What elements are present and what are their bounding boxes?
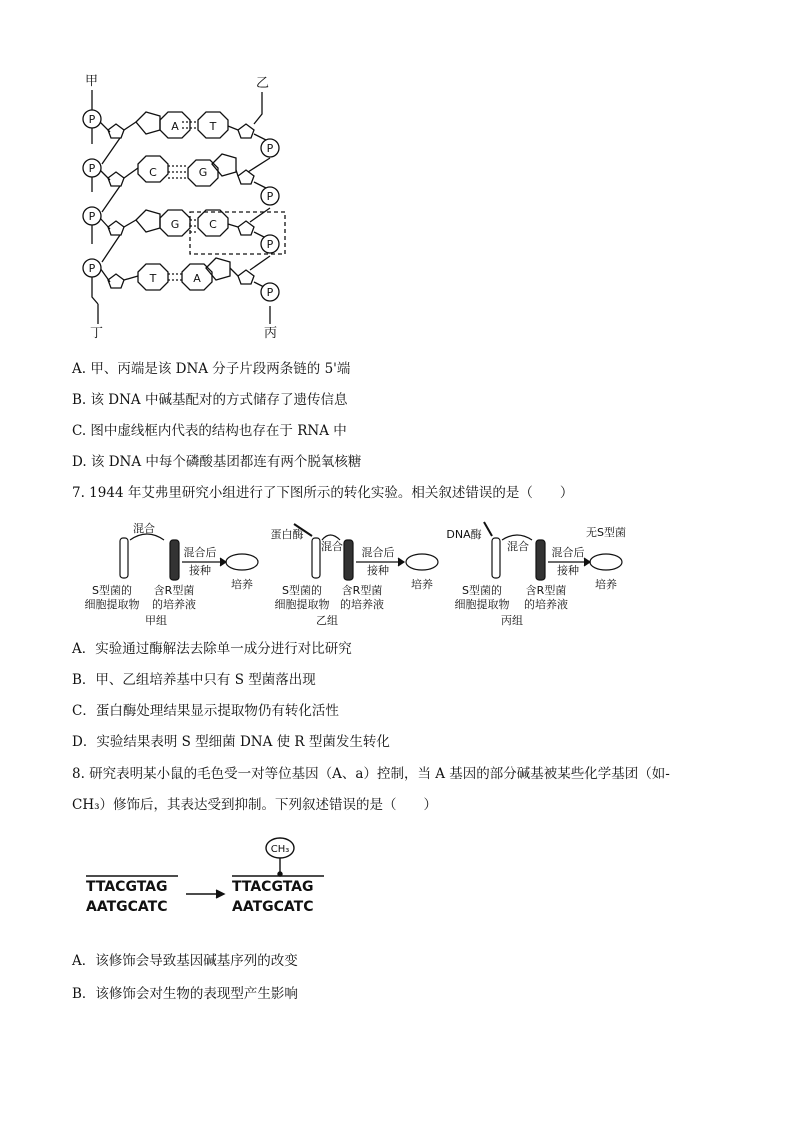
label-group-yi: 乙组: [316, 614, 338, 627]
methyl-group-label: CH₃: [270, 844, 290, 855]
base-label: A: [193, 272, 201, 285]
q8-option-a[interactable]: A．该修饰会导致基因碱基序列的改变: [72, 953, 298, 969]
label-group-jia: 甲组: [145, 614, 167, 627]
label-s-extract: 细胞提取物: [454, 598, 510, 611]
label-s-extract: S型菌的: [92, 584, 132, 597]
q6-option-d[interactable]: D. 该 DNA 中每个磷酸基团都连有两个脱氧核糖: [72, 454, 362, 470]
base-label: T: [149, 272, 157, 285]
q6-option-b[interactable]: B. 该 DNA 中碱基配对的方式储存了遗传信息: [72, 392, 348, 408]
label-s-extract: S型菌的: [282, 584, 322, 597]
base-label: G: [170, 218, 180, 231]
label-inoculate: 接种: [557, 564, 579, 577]
end-label-jia: 甲: [85, 74, 99, 89]
label-mix: 混合: [321, 540, 343, 553]
label-after-mix: 混合后: [183, 546, 217, 559]
label-r-medium: 的培养液: [524, 598, 568, 611]
label-group-bing: 丙组: [501, 614, 523, 627]
label-protease: 蛋白酶: [270, 528, 304, 541]
label-r-medium: 含R型菌: [525, 584, 567, 597]
phosphate-label: P: [88, 262, 96, 275]
label-culture: 培养: [595, 578, 617, 591]
q7-option-b[interactable]: B．甲、乙组培养基中只有 S 型菌落出现: [72, 672, 316, 688]
label-r-medium: 含R型菌: [153, 584, 195, 597]
bottom-sequence-modified: AATGCATC: [232, 899, 314, 915]
end-label-yi: 乙: [256, 76, 270, 91]
methylation-diagram: [82, 830, 342, 920]
base-label: G: [198, 166, 208, 179]
end-label-ding: 丁: [90, 326, 104, 341]
q7-option-c[interactable]: C．蛋白酶处理结果显示提取物仍有转化活性: [72, 703, 339, 719]
bottom-sequence: AATGCATC: [86, 899, 168, 915]
transformation-experiment-diagram: [72, 518, 652, 630]
label-r-medium: 的培养液: [340, 598, 384, 611]
phosphate-label: P: [266, 286, 274, 299]
q6-option-a[interactable]: A. 甲、丙端是该 DNA 分子片段两条链的 5'端: [72, 361, 351, 377]
phosphate-label: P: [266, 190, 274, 203]
q7-stem: 7. 1944 年艾弗里研究小组进行了下图所示的转化实验。相关叙述错误的是（ ）: [72, 485, 574, 501]
phosphate-label: P: [88, 162, 96, 175]
label-s-extract: 细胞提取物: [274, 598, 330, 611]
base-label: T: [209, 120, 217, 133]
label-r-medium: 含R型菌: [341, 584, 383, 597]
label-inoculate: 接种: [189, 564, 211, 577]
phosphate-label: P: [266, 238, 274, 251]
end-label-bing: 丙: [264, 326, 278, 341]
label-mix: 混合: [507, 540, 529, 553]
label-s-extract: 细胞提取物: [84, 598, 140, 611]
phosphate-label: P: [266, 142, 274, 155]
label-r-medium: 的培养液: [152, 598, 196, 611]
label-no-s: 无S型菌: [586, 526, 626, 539]
label-after-mix: 混合后: [551, 546, 585, 559]
phosphate-label: P: [88, 113, 96, 126]
base-label: C: [209, 218, 217, 231]
top-sequence-modified: TTACGTAG: [232, 879, 314, 895]
q8-stem-line1: 8. 研究表明某小鼠的毛色受一对等位基因（A、a）控制，当 A 基因的部分碱基被某些化学基团（如-: [72, 766, 670, 782]
label-inoculate: 接种: [367, 564, 389, 577]
label-after-mix: 混合后: [361, 546, 395, 559]
dna-structure-diagram: [70, 72, 300, 342]
q8-stem-line2: CH₃）修饰后，其表达受到抑制。下列叙述错误的是（ ）: [72, 797, 438, 813]
q7-option-d[interactable]: D．实验结果表明 S 型细菌 DNA 使 R 型菌发生转化: [72, 734, 390, 750]
label-s-extract: S型菌的: [462, 584, 502, 597]
label-mix: 混合: [133, 522, 155, 535]
q7-option-a[interactable]: A．实验通过酶解法去除单一成分进行对比研究: [72, 641, 352, 657]
top-sequence: TTACGTAG: [86, 879, 168, 895]
phosphate-label: P: [88, 210, 96, 223]
label-culture: 培养: [231, 578, 253, 591]
base-label: C: [149, 166, 157, 179]
label-dnase: DNA酶: [446, 528, 482, 541]
q6-option-c[interactable]: C. 图中虚线框内代表的结构也存在于 RNA 中: [72, 423, 347, 439]
q8-option-b[interactable]: B．该修饰会对生物的表现型产生影响: [72, 986, 298, 1002]
base-label: A: [171, 120, 179, 133]
label-culture: 培养: [411, 578, 433, 591]
